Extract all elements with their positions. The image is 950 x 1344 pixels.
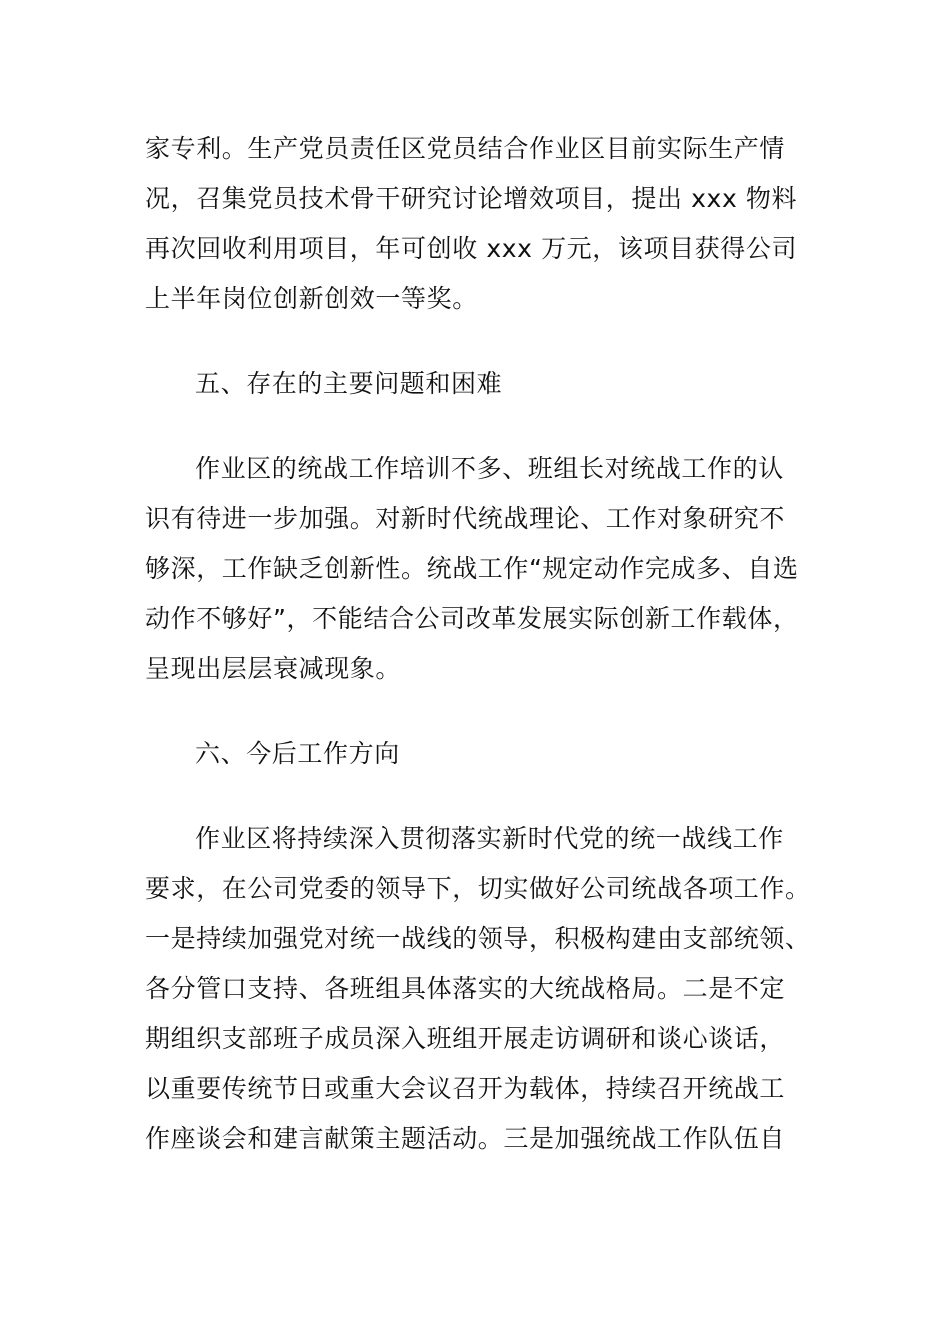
- body-text-line: 识有待进一步加强。对新时代统战理论、工作对象研究不: [145, 504, 786, 533]
- body-text-line: 作座谈会和建言献策主题活动。三是加强统战工作队伍自: [145, 1124, 786, 1153]
- body-text-line: 够深，工作缺乏创新性。统战工作“规定动作完成多、自选: [145, 554, 799, 583]
- body-text-line: 作业区将持续深入贯彻落实新时代党的统一战线工作: [195, 824, 784, 853]
- body-text-line: 各分管口支持、各班组具体落实的大统战格局。二是不定: [145, 974, 786, 1003]
- body-text-line: 以重要传统节日或重大会议召开为载体，持续召开统战工: [145, 1074, 786, 1103]
- body-text-line: 再次回收利用项目，年可创收 xxx 万元，该项目获得公司: [145, 234, 798, 263]
- body-text-line: 期组织支部班子成员深入班组开展走访调研和谈心谈话，: [145, 1024, 786, 1053]
- body-text-line: 况，召集党员技术骨干研究讨论增效项目，提出 xxx 物料: [145, 184, 798, 213]
- section-heading-six: 六、今后工作方向: [195, 739, 400, 768]
- section-heading-five: 五、存在的主要问题和困难: [195, 369, 503, 398]
- body-text-line: 上半年岗位创新创效一等奖。: [145, 284, 478, 313]
- body-text-line: 作业区的统战工作培训不多、班组长对统战工作的认: [195, 454, 784, 483]
- body-text-line: 动作不够好”，不能结合公司改革发展实际创新工作载体，: [145, 604, 799, 633]
- body-text-line: 呈现出层层衰减现象。: [145, 654, 402, 683]
- body-text-line: 要求，在公司党委的领导下，切实做好公司统战各项工作。: [145, 874, 811, 903]
- body-text-line: 家专利。生产党员责任区党员结合作业区目前实际生产情: [145, 134, 786, 163]
- body-text-line: 一是持续加强党对统一战线的领导，积极构建由支部统领、: [145, 924, 811, 953]
